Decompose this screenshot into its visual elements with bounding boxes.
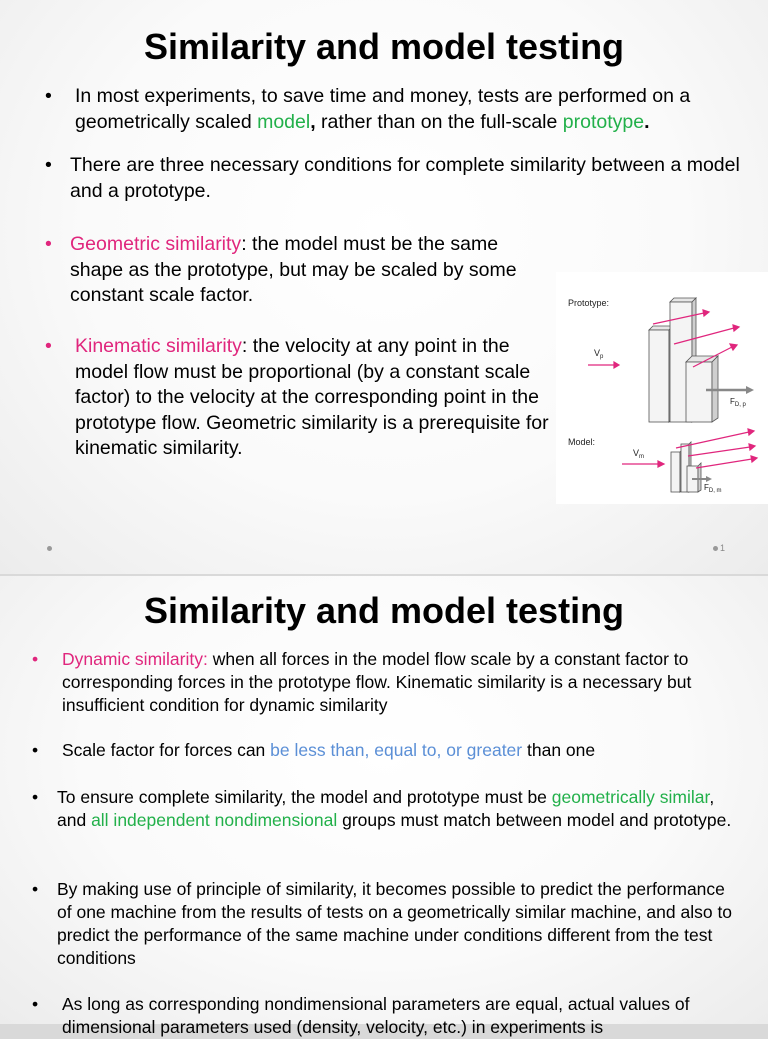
- slide-2-title: Similarity and model testing: [143, 590, 625, 631]
- slide-2-bullet-2: • Scale factor for forces can be less than, equal to, or greater than one: [32, 740, 596, 760]
- term-geometrically-similar: geometrically similar: [551, 787, 710, 807]
- similarity-figure: [556, 272, 768, 504]
- slide-1-title: Similarity and model testing: [143, 26, 625, 67]
- velocity-model-label: $V_m$: [633, 448, 645, 460]
- term-nondimensional-groups: all independent nondimensional: [91, 810, 338, 830]
- term-prototype: prototype: [562, 110, 645, 133]
- slide-1-bullet-3: • Geometric similarity: the model must be the same shape as the prototype, but may be scaled by some constant scale factor.: [45, 233, 517, 306]
- slide-2: [0, 576, 768, 1037]
- slide-1-bullet-4: • Kinematic similarity: the velocity at any point in the model flow must be proportional (by a constant scale factor) to the velocity at the corresponding point in the prototype flow. Geometric similarity is a prerequisite for kinematic similarity.: [45, 335, 549, 459]
- term-kinematic-similarity: Kinematic similarity: [75, 335, 242, 357]
- drag-force-model-label: $F_{D, m}$: [704, 483, 722, 494]
- slide-2-bullet-3: • To ensure complete similarity, the model and prototype must be geometrically similar, and all independent nondimensional groups must match between model and prototype.: [32, 787, 732, 830]
- drag-force-prototype-label: $F_{D, p}$: [730, 397, 746, 408]
- prototype-label: Prototype:: [568, 298, 610, 308]
- page-number: 1: [720, 543, 726, 553]
- footer-dot: [47, 546, 52, 551]
- slide-1-bullet-1: • In most experiments, to save time and money, tests are performed on a geometrically scaled model, rather than on the full-scale prototype.: [45, 85, 691, 133]
- prototype-building-tall: [649, 326, 673, 422]
- slide-2-bullet-5: • As long as corresponding nondimensional parameters are equal, actual values of dimensional parameters used (density, velocity, etc.) in experiments is: [32, 994, 690, 1037]
- slide-2-bullet-4: • By making use of principle of similarity, it becomes possible to predict the performance of one machine from the results of tests on a geometrically similar machine, and also to predict the performance of the same machine under conditions different from the test conditions: [32, 879, 733, 968]
- slide-1-bullet-2: • There are three necessary conditions for complete similarity between a model and a prototype.: [45, 154, 740, 202]
- page-number-dot: [713, 546, 718, 551]
- model-building-tall: [671, 450, 682, 492]
- term-dynamic-similarity: Dynamic similarity:: [62, 649, 208, 669]
- term-geometric-similarity: Geometric similarity: [70, 233, 242, 255]
- model-label: Model:: [568, 437, 596, 447]
- term-model: model: [257, 110, 311, 133]
- slide-2-bullet-1: • Dynamic similarity: when all forces in the model flow scale by a constant factor to corresponding forces in the prototype flow. Kinematic similarity is a necessary but insufficient condition for dynamic similarity: [32, 649, 692, 715]
- velocity-prototype-label: $V_p$: [594, 348, 604, 360]
- scale-factor-highlight: be less than, equal to, or greater: [270, 740, 523, 760]
